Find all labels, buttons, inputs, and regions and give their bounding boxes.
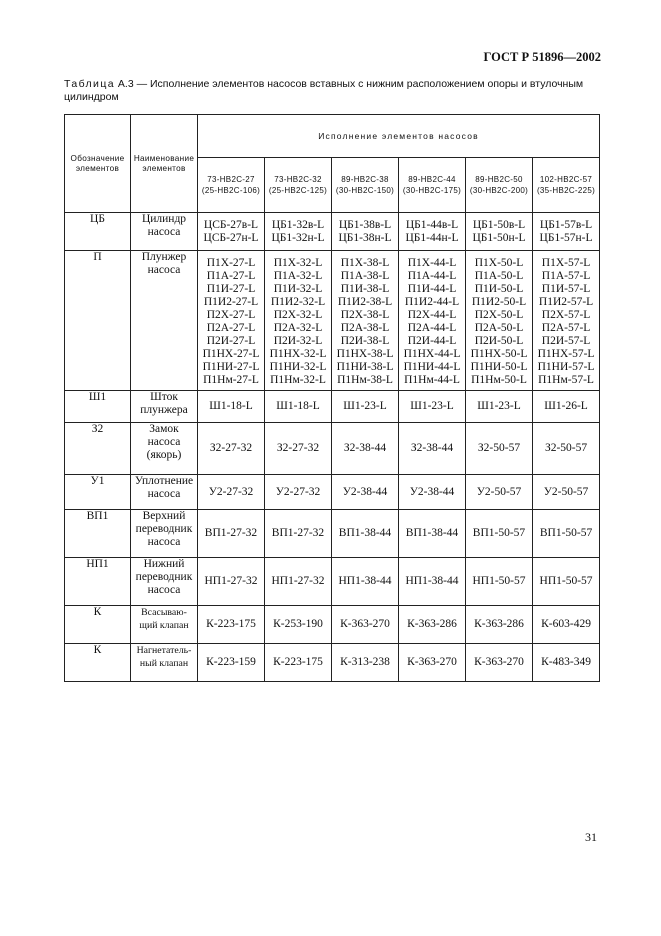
element-variant-code: П1Х-38-L	[340, 257, 390, 269]
element-variant-cell	[466, 558, 533, 606]
element-name	[131, 510, 198, 558]
pump-model-alt-code: (35-НВ2С-225)	[536, 186, 596, 195]
element-variant-cell	[265, 558, 332, 606]
table-caption	[64, 78, 600, 104]
element-variant-cell	[399, 251, 466, 391]
element-designation: К	[65, 606, 131, 644]
element-variant-cell	[332, 213, 399, 251]
element-variant-code: П1И-44-L	[407, 283, 457, 295]
header-pump-execution: Исполнение элементов насосов	[198, 115, 600, 158]
element-variant-code: П2И-57-L	[541, 335, 591, 347]
element-variant-code: З2-50-57	[477, 442, 521, 454]
pump-model-alt-code: (25-НВ2С-125)	[268, 186, 328, 195]
element-variant-code: Ш1-23-L	[343, 400, 387, 412]
element-variant-code: К-223-159	[206, 656, 256, 668]
header-pump-model	[265, 158, 332, 213]
element-variant-code: П1И2-57-L	[538, 296, 594, 308]
element-variant-cell	[265, 213, 332, 251]
element-name-line: (якорь)	[146, 449, 182, 461]
table-caption-text: А.3 — Исполнение элементов насосов вставных с нижним расположением опоры и втулочным цилиндром	[64, 78, 584, 103]
element-variant-cell	[332, 423, 399, 475]
element-variant-cell	[466, 606, 533, 644]
element-variant-code: П1НИ-57-L	[537, 361, 595, 373]
element-variant-code: П2А-27-L	[206, 322, 256, 334]
element-variant-cell	[466, 391, 533, 423]
element-variant-cell	[198, 644, 265, 682]
element-variant-code: НП1-27-32	[204, 575, 258, 587]
element-variant-cell	[399, 423, 466, 475]
element-variant-code: К-363-286	[407, 618, 457, 630]
element-variant-cell	[533, 251, 600, 391]
element-variant-code: П1Нм-50-L	[471, 374, 527, 386]
element-name	[131, 213, 198, 251]
element-variant-code: ВП1-50-57	[539, 527, 593, 539]
element-variant-code: ЦБ1-32в-L	[271, 219, 325, 231]
element-variant-code: П1НИ-44-L	[403, 361, 461, 373]
element-name	[131, 251, 198, 391]
element-variant-code: ЦСБ-27н-L	[203, 232, 259, 244]
element-variant-cell	[533, 644, 600, 682]
element-variant-code: З2-50-57	[544, 442, 588, 454]
element-name-line: Всасываю-	[141, 607, 187, 618]
element-designation: ВП1	[65, 510, 131, 558]
table-row	[65, 558, 600, 606]
element-variant-code: К-363-270	[340, 618, 390, 630]
element-variant-cell	[533, 213, 600, 251]
element-variant-code: НП1-50-57	[539, 575, 593, 587]
element-variant-code: П1Нм-27-L	[203, 374, 259, 386]
element-name-line: насоса	[147, 226, 181, 238]
element-variant-code: Ш1-23-L	[477, 400, 521, 412]
element-variant-code: У2-50-57	[543, 485, 589, 498]
element-variant-code: К-313-238	[340, 656, 390, 668]
element-variant-code: У2-38-44	[409, 485, 455, 498]
table-row	[65, 251, 600, 391]
element-variant-cell	[466, 213, 533, 251]
pump-model-code: 89-НВ2С-44	[408, 175, 456, 184]
element-variant-code: К-363-270	[474, 656, 524, 668]
element-variant-cell	[265, 510, 332, 558]
element-name	[131, 606, 198, 644]
element-variant-code: П1Х-50-L	[474, 257, 524, 269]
element-variant-code: П1НХ-27-L	[202, 348, 260, 360]
element-variant-code: К-223-175	[273, 656, 323, 668]
element-name-line: насоса	[147, 536, 181, 548]
element-variant-code: К-363-270	[407, 656, 457, 668]
element-variant-cell	[198, 475, 265, 510]
element-variant-code: П1Х-27-L	[206, 257, 256, 269]
header-pump-model	[198, 158, 265, 213]
element-variant-code: П1И-38-L	[340, 283, 390, 295]
element-variant-code: ЦБ1-32н-L	[271, 232, 325, 244]
element-variant-code: К-363-286	[474, 618, 524, 630]
element-name-line: переводник	[135, 571, 193, 583]
element-name	[131, 644, 198, 682]
element-name-line: Нижний	[143, 558, 185, 570]
element-variant-code: ЦБ1-38в-L	[338, 219, 392, 231]
element-name-line: плунжера	[140, 404, 188, 416]
element-variant-cell	[198, 510, 265, 558]
element-designation: У1	[65, 475, 131, 510]
element-variant-cell	[332, 558, 399, 606]
element-variant-code: ЦСБ-27в-L	[203, 219, 259, 231]
element-variant-cell	[332, 644, 399, 682]
element-variant-cell	[399, 213, 466, 251]
element-name	[131, 558, 198, 606]
element-name-line: ный клапан	[139, 658, 189, 669]
element-designation: НП1	[65, 558, 131, 606]
element-variant-cell	[533, 423, 600, 475]
element-variant-code: П1Нм-57-L	[538, 374, 594, 386]
element-variant-code: К-483-349	[541, 656, 591, 668]
element-variant-cell	[466, 475, 533, 510]
pump-model-code: 73-НВ2С-32	[274, 175, 322, 184]
element-variant-code: П1А-27-L	[206, 270, 256, 282]
element-variant-code: У2-50-57	[476, 485, 522, 498]
element-variant-code: П1Нм-44-L	[404, 374, 460, 386]
element-designation: К	[65, 644, 131, 682]
element-variant-cell	[466, 423, 533, 475]
element-variant-code: П2Х-32-L	[273, 309, 323, 321]
element-variant-code: П1НХ-44-L	[403, 348, 461, 360]
element-variant-code: П2А-32-L	[273, 322, 323, 334]
document-number: ГОСТ Р 51896—2002	[483, 50, 601, 64]
pump-model-alt-code: (30-НВ2С-150)	[335, 186, 395, 195]
element-variant-code: П2И-50-L	[474, 335, 524, 347]
element-variant-code: П2И-32-L	[273, 335, 323, 347]
element-variant-cell	[198, 251, 265, 391]
element-variant-cell	[265, 475, 332, 510]
element-variant-cell	[198, 423, 265, 475]
element-variant-code: П1Нм-32-L	[270, 374, 326, 386]
element-name-line: Нагнетатель-	[136, 645, 192, 656]
element-variant-code: П2Х-27-L	[206, 309, 256, 321]
element-variant-code: НП1-50-57	[472, 575, 526, 587]
element-name-line: переводник	[135, 523, 193, 535]
element-variant-code: ЦБ1-50н-L	[472, 232, 526, 244]
element-name-line: насоса	[147, 436, 181, 448]
element-variant-code: ВП1-50-57	[472, 527, 526, 539]
header-pump-model	[466, 158, 533, 213]
element-variant-cell	[399, 558, 466, 606]
pump-model-code: 73-НВ2С-27	[207, 175, 255, 184]
element-variant-cell	[466, 251, 533, 391]
element-variant-code: П1И-27-L	[206, 283, 256, 295]
element-variant-code: ЦБ1-50в-L	[472, 219, 526, 231]
element-variant-code: П1И-32-L	[273, 283, 323, 295]
element-name-line: Цилиндр	[141, 213, 187, 225]
element-variant-cell	[399, 510, 466, 558]
element-variant-code: П2А-50-L	[474, 322, 524, 334]
element-variant-code: ВП1-38-44	[338, 527, 392, 539]
element-name-line: Уплотнение	[134, 475, 194, 487]
element-variant-cell	[265, 251, 332, 391]
header-pump-model	[332, 158, 399, 213]
table-row	[65, 606, 600, 644]
table-row	[65, 644, 600, 682]
pump-model-code: 102-НВ2С-57	[539, 175, 593, 184]
element-variant-code: П1НИ-50-L	[470, 361, 528, 373]
element-variant-cell	[332, 475, 399, 510]
element-variant-cell	[466, 510, 533, 558]
element-variant-cell	[198, 213, 265, 251]
element-variant-code: Ш1-23-L	[410, 400, 454, 412]
element-variant-code: З2-27-32	[276, 442, 320, 454]
element-variant-code: П2Х-38-L	[340, 309, 390, 321]
element-variant-code: П1НИ-32-L	[269, 361, 327, 373]
element-variant-code: ЦБ1-57в-L	[539, 219, 593, 231]
header-designation: Обозначение элементов	[65, 115, 131, 213]
element-variant-code: З2-27-32	[209, 442, 253, 454]
element-variant-code: Ш1-18-L	[276, 400, 320, 412]
element-variant-code: У2-27-32	[275, 485, 321, 498]
table-row	[65, 475, 600, 510]
element-variant-code: П1И2-38-L	[337, 296, 393, 308]
element-name	[131, 423, 198, 475]
element-name	[131, 475, 198, 510]
pump-model-code: 89-НВ2С-38	[341, 175, 389, 184]
element-variant-cell	[332, 251, 399, 391]
element-variant-code: П1А-50-L	[474, 270, 524, 282]
element-variant-cell	[466, 644, 533, 682]
element-variant-cell	[533, 606, 600, 644]
element-variant-cell	[198, 606, 265, 644]
element-variant-code: К-223-175	[206, 618, 256, 630]
element-variant-code: ЦБ1-44н-L	[405, 232, 459, 244]
element-name-line: Замок	[149, 423, 179, 435]
element-variant-code: НП1-27-32	[271, 575, 325, 587]
element-variant-code: П1И-57-L	[541, 283, 591, 295]
element-name-line: насоса	[147, 584, 181, 596]
element-variant-cell	[332, 391, 399, 423]
element-variant-code: ЦБ1-38н-L	[338, 232, 392, 244]
element-variant-cell	[533, 510, 600, 558]
element-variant-code: ЦБ1-57н-L	[539, 232, 593, 244]
element-variant-code: П1Х-57-L	[541, 257, 591, 269]
element-variant-code: П1Х-44-L	[407, 257, 457, 269]
element-variant-code: П1И-50-L	[474, 283, 524, 295]
pump-elements-table	[64, 114, 600, 682]
element-variant-code: П1И2-32-L	[270, 296, 326, 308]
table-row	[65, 423, 600, 475]
element-variant-code: П1НХ-50-L	[470, 348, 528, 360]
element-variant-code: ВП1-27-32	[204, 527, 258, 539]
table-row	[65, 510, 600, 558]
element-variant-code: П1А-57-L	[541, 270, 591, 282]
element-variant-cell	[332, 510, 399, 558]
element-variant-code: П1А-38-L	[340, 270, 390, 282]
element-variant-code: ВП1-27-32	[271, 527, 325, 539]
element-variant-code: П1НИ-38-L	[336, 361, 394, 373]
element-variant-code: Ш1-18-L	[209, 400, 253, 412]
table-row	[65, 391, 600, 423]
table-caption-prefix: Таблица	[64, 78, 115, 90]
pump-model-alt-code: (30-НВ2С-175)	[402, 186, 462, 195]
element-variant-cell	[399, 391, 466, 423]
element-variant-cell	[332, 606, 399, 644]
element-variant-code: З2-38-44	[343, 442, 387, 454]
element-variant-code: Ш1-26-L	[544, 400, 588, 412]
element-designation: Ш1	[65, 391, 131, 423]
element-variant-code: П2Х-50-L	[474, 309, 524, 321]
element-variant-code: ВП1-38-44	[405, 527, 459, 539]
element-variant-cell	[399, 475, 466, 510]
element-variant-code: НП1-38-44	[405, 575, 459, 587]
element-variant-cell	[533, 391, 600, 423]
element-variant-code: П1НХ-32-L	[269, 348, 327, 360]
element-variant-code: У2-27-32	[208, 485, 254, 498]
element-variant-code: П2А-57-L	[541, 322, 591, 334]
element-name-line: насоса	[147, 488, 181, 500]
element-variant-code: П2А-38-L	[340, 322, 390, 334]
element-designation: П	[65, 251, 131, 391]
element-variant-code: К-253-190	[273, 618, 323, 630]
element-variant-code: П1НХ-57-L	[537, 348, 595, 360]
element-variant-code: П2Х-57-L	[541, 309, 591, 321]
element-variant-code: П2И-38-L	[340, 335, 390, 347]
element-variant-cell	[533, 558, 600, 606]
element-variant-code: П2Х-44-L	[407, 309, 457, 321]
element-variant-cell	[265, 606, 332, 644]
element-name-line: Шток	[150, 391, 178, 403]
element-variant-code: П1Х-32-L	[273, 257, 323, 269]
element-variant-cell	[265, 391, 332, 423]
page-number: 31	[585, 830, 597, 844]
element-variant-cell	[399, 644, 466, 682]
element-variant-cell	[265, 423, 332, 475]
element-variant-code: П1И2-27-L	[203, 296, 259, 308]
table-row	[65, 213, 600, 251]
element-variant-code: П2И-44-L	[407, 335, 457, 347]
element-variant-code: З2-38-44	[410, 442, 454, 454]
element-variant-code: П2А-44-L	[407, 322, 457, 334]
element-variant-cell	[198, 391, 265, 423]
element-name	[131, 391, 198, 423]
header-element-name: Наименование элементов	[131, 115, 198, 213]
element-variant-code: У2-38-44	[342, 485, 388, 498]
element-variant-code: П1И2-50-L	[471, 296, 527, 308]
element-designation: ЦБ	[65, 213, 131, 251]
element-variant-cell	[265, 644, 332, 682]
element-variant-code: П1НИ-27-L	[202, 361, 260, 373]
pump-model-code: 89-НВ2С-50	[475, 175, 523, 184]
element-variant-cell	[399, 606, 466, 644]
element-variant-code: П1А-44-L	[407, 270, 457, 282]
element-variant-code: ЦБ1-44в-L	[405, 219, 459, 231]
element-variant-code: П1А-32-L	[273, 270, 323, 282]
element-variant-code: П1И2-44-L	[404, 296, 460, 308]
element-name-line: Плунжер	[141, 251, 187, 263]
element-variant-code: П1Нм-38-L	[337, 374, 393, 386]
header-pump-model	[533, 158, 600, 213]
element-variant-code: П1НХ-38-L	[336, 348, 394, 360]
element-variant-code: К-603-429	[541, 618, 591, 630]
element-name-line: щий клапан	[139, 620, 189, 631]
element-variant-cell	[198, 558, 265, 606]
element-variant-code: П2И-27-L	[206, 335, 256, 347]
pump-model-alt-code: (25-НВ2С-106)	[201, 186, 261, 195]
header-pump-model	[399, 158, 466, 213]
element-variant-code: НП1-38-44	[338, 575, 392, 587]
element-name-line: насоса	[147, 264, 181, 276]
element-designation: З2	[65, 423, 131, 475]
element-variant-cell	[533, 475, 600, 510]
element-name-line: Верхний	[142, 510, 186, 522]
pump-model-alt-code: (30-НВ2С-200)	[469, 186, 529, 195]
